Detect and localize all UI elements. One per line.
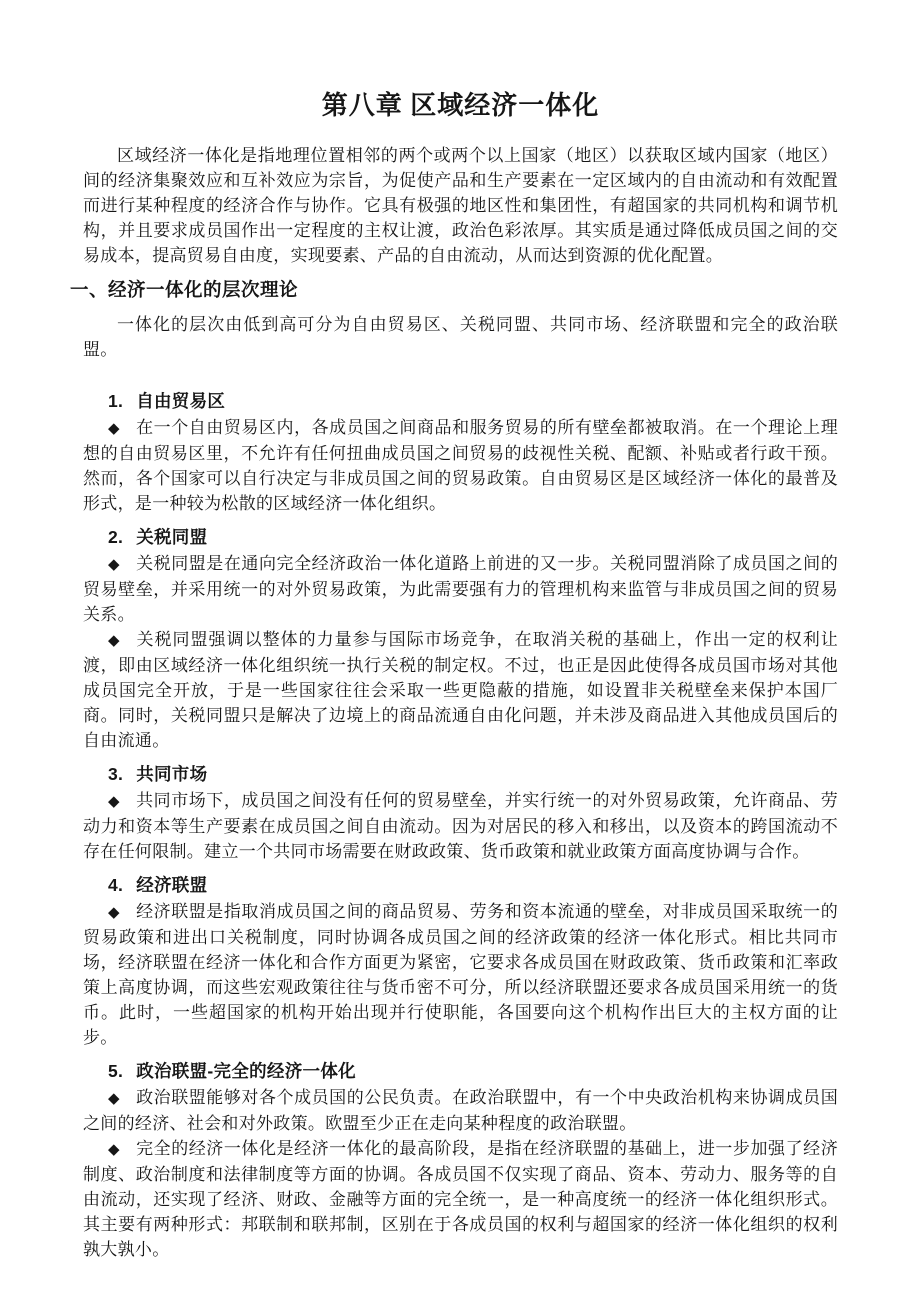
level-1-heading: [83, 388, 838, 414]
chapter-intro-paragraph: 区域经济一体化是指地理位置相邻的两个或两个以上国家（地区）以获取区域内国家（地区）间的经济集聚效应和互补效应为宗旨，为促使产品和生产要素在一定区域内的自由流动和有效配置而进行某种程度的经济合作与协作。它具有极强的地区性和集团性，有超国家的共同机构和调节机构，并且要求成员国作出一定程度的主权让渡，政治色彩浓厚。其实质是通过降低成员国之间的交易成本，提高贸易自由度，实现要素、产品的自由流动，从而达到资源的优化配置。: [83, 146, 838, 265]
level-2-heading: [83, 524, 838, 550]
level-3-bullet-paragraph: [83, 788, 838, 864]
level-1-title: 自由贸易区: [136, 391, 226, 411]
level-2-bullet-text: 关税同盟强调以整体的力量参与国际市场竞争，在取消关税的基础上，作出一定的权利让渡，即由区域经济一体化组织统一执行关税的制定权。不过，也正是因此使得各成员国市场对其他成员国完全开放，于是一些国家往往会采取一些更隐蔽的措施，如设置非关税壁垒来保护本国厂商。同时，关税同盟只是解决了边境上的商品流通自由化问题，并未涉及商品进入其他成员国后的自由流通。: [83, 630, 838, 750]
diamond-bullet-icon: ◆: [108, 632, 121, 649]
section-one-heading: 一、经济一体化的层次理论: [70, 279, 299, 300]
section-one-intro: 一体化的层次由低到高可分为自由贸易区、关税同盟、共同市场、经济联盟和完全的政治联盟。: [83, 315, 838, 359]
level-5-bullet-text: 政治联盟能够对各个成员国的公民负责。在政治联盟中，有一个中央政治机构来协调成员国之间的经济、社会和对外政策。欧盟至少正在走向某种程度的政治联盟。: [83, 1088, 838, 1133]
diamond-bullet-icon: ◆: [108, 556, 121, 573]
level-5-number: 5.: [108, 1061, 124, 1081]
level-4-bullet-paragraph: [83, 899, 838, 1050]
level-2-bullet-text: 关税同盟是在通向完全经济政治一体化道路上前进的又一步。关税同盟消除了成员国之间的贸易壁垒，并采用统一的对外贸易政策，为此需要强有力的管理机构来监管与非成员国之间的贸易关系。: [83, 554, 838, 624]
level-3-bullet-text: 共同市场下，成员国之间没有任何的贸易壁垒，并实行统一的对外贸易政策，允许商品、劳动力和资本等生产要素在成员国之间自由流动。因为对居民的移入和移出，以及资本的跨国流动不存在任何限制。建立一个共同市场需要在财政政策、货币政策和就业政策方面高度协调与合作。: [83, 791, 838, 861]
diamond-bullet-icon: ◆: [108, 420, 121, 437]
level-3-heading: [83, 761, 838, 787]
level-1-bullet-text: 在一个自由贸易区内，各成员国之间商品和服务贸易的所有壁垒都被取消。在一个理论上理想的自由贸易区里，不允许有任何扭曲成员国之间贸易的歧视性关税、配额、补贴或者行政干预。然而，各个国家可以自行决定与非成员国之间的贸易政策。自由贸易区是区域经济一体化的最普及形式，是一种较为松散的区域经济一体化组织。: [83, 418, 838, 513]
level-5-bullet-paragraph: [83, 1136, 838, 1262]
level-5-bullet-paragraph: [83, 1085, 838, 1136]
level-2-title: 关税同盟: [136, 527, 208, 547]
level-2-bullet-paragraph: [83, 627, 838, 753]
level-2-bullet-paragraph: [83, 551, 838, 627]
level-5-heading: [83, 1058, 838, 1084]
diamond-bullet-icon: ◆: [108, 1141, 121, 1158]
level-4-number: 4.: [108, 875, 124, 895]
level-2-number: 2.: [108, 527, 124, 547]
chapter-title: 第八章 区域经济一体化: [321, 91, 600, 120]
level-3-title: 共同市场: [136, 764, 208, 784]
level-1-number: 1.: [108, 391, 124, 411]
level-4-title: 经济联盟: [136, 875, 208, 895]
diamond-bullet-icon: ◆: [108, 793, 121, 810]
level-1-bullet-paragraph: [83, 415, 838, 516]
diamond-bullet-icon: ◆: [108, 904, 121, 921]
level-4-bullet-text: 经济联盟是指取消成员国之间的商品贸易、劳务和资本流通的壁垒，对非成员国采取统一的贸易政策和进出口关税制度，同时协调各成员国之间的经济政策的经济一体化形式。相比共同市场，经济联盟在经济一体化和合作方面更为紧密，它要求各成员国在财政政策、货币政策和汇率政策上高度协调，而这些宏观政策往往与货币密不可分，所以经济联盟还要求各成员国采用统一的货币。此时，一些超国家的机构开始出现并行使职能，各国要向这个机构作出巨大的主权方面的让步。: [83, 902, 838, 1047]
level-5-bullet-text: 完全的经济一体化是经济一体化的最高阶段，是指在经济联盟的基础上，进一步加强了经济制度、政治制度和法律制度等方面的协调。各成员国不仅实现了商品、资本、劳动力、服务等的自由流动，还实现了经济、财政、金融等方面的完全统一，是一种高度统一的经济一体化组织形式。其主要有两种形式：邦联制和联邦制，区别在于各成员国的权利与超国家的经济一体化组织的权利孰大孰小。: [83, 1139, 838, 1259]
level-5-title: 政治联盟-完全的经济一体化: [136, 1061, 356, 1081]
level-4-heading: [83, 872, 838, 898]
level-3-number: 3.: [108, 764, 124, 784]
diamond-bullet-icon: ◆: [108, 1090, 121, 1107]
